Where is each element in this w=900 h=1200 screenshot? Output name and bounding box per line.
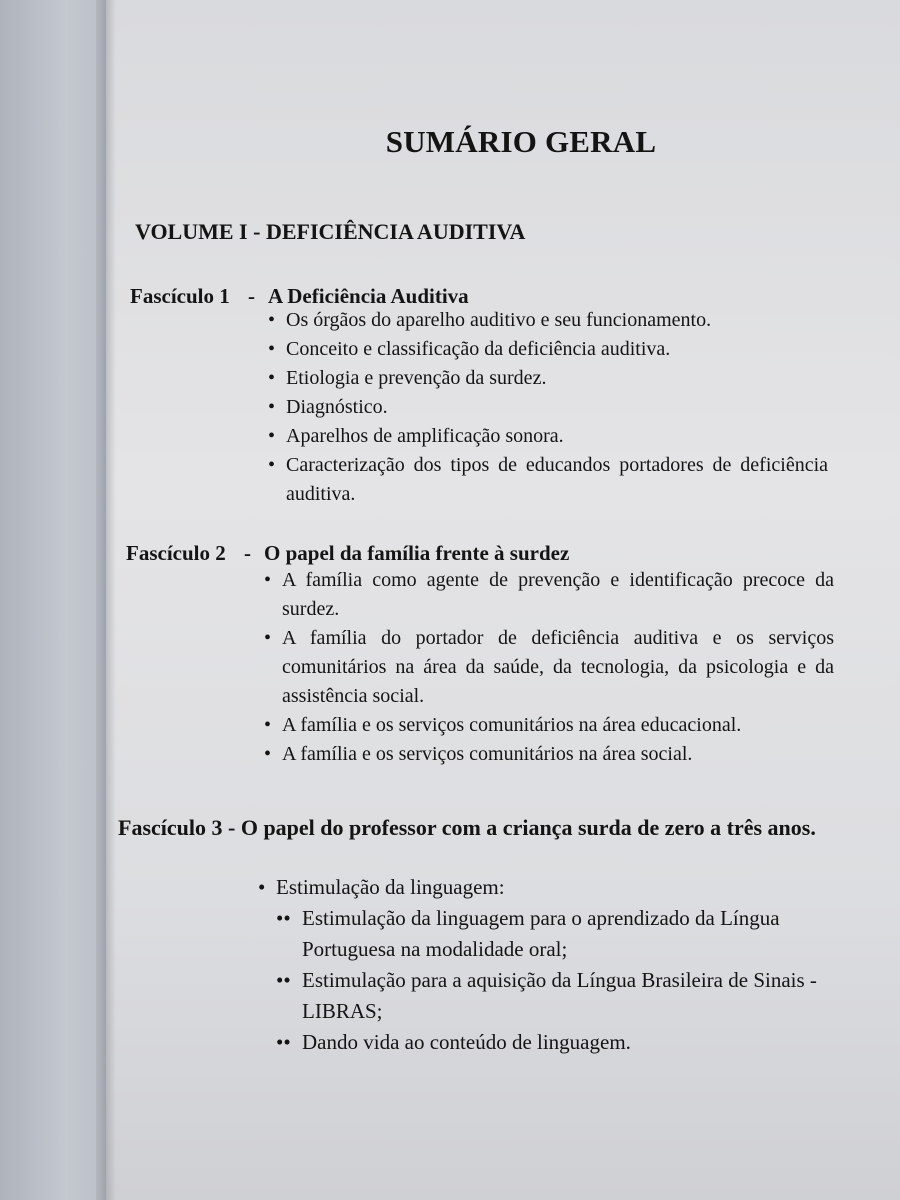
list-item-text: Aparelhos de amplificação sonora. xyxy=(286,425,564,447)
list-item-text: Etiologia e prevenção da surdez. xyxy=(286,367,547,389)
fasciculo-3-separator: - xyxy=(228,815,236,840)
volume-heading: VOLUME I - DEFICIÊNCIA AUDITIVA xyxy=(135,219,526,244)
list-item-text: Estimulação da linguagem: xyxy=(276,875,505,899)
bullet-icon: • xyxy=(264,627,272,649)
list-item-text: Caracterização dos tipos de educandos portadores de deficiência auditiva. xyxy=(286,454,828,505)
fasciculo-3-list xyxy=(258,872,838,1058)
double-bullet-icon: •• xyxy=(276,906,291,930)
fasciculo-3-heading xyxy=(118,813,848,842)
sublist-item-text: Estimulação da linguagem para o aprendizado da Língua Portuguesa na modalidade oral; xyxy=(302,906,780,961)
bullet-icon: • xyxy=(264,714,272,736)
list-item xyxy=(268,422,828,451)
bullet-icon: • xyxy=(268,309,276,331)
list-item xyxy=(264,566,834,624)
bullet-icon: • xyxy=(264,743,272,765)
bullet-icon: • xyxy=(268,425,276,447)
fasciculo-1-separator: - xyxy=(248,284,255,308)
fasciculo-2-list xyxy=(264,566,834,769)
list-item xyxy=(268,364,828,393)
sublist-item-text: Dando vida ao conteúdo de linguagem. xyxy=(302,1030,631,1054)
list-item-text: A família do portador de deficiência auditiva e os serviços comunitários na área da saúde, da tecnologia, da psicologia e da assistência social. xyxy=(282,627,834,707)
sublist-item xyxy=(276,1027,838,1058)
list-item xyxy=(268,451,828,509)
list-item xyxy=(264,624,834,711)
list-item xyxy=(258,872,838,1058)
list-item xyxy=(268,335,828,364)
bullet-icon: • xyxy=(268,454,276,476)
list-item-text: Os órgãos do aparelho auditivo e seu funcionamento. xyxy=(286,309,712,331)
bullet-icon: • xyxy=(268,396,276,418)
book-page xyxy=(106,0,900,1200)
sublist-item xyxy=(276,965,838,1027)
bullet-icon: • xyxy=(268,367,276,389)
fasciculo-1-title: A Deficiência Auditiva xyxy=(268,284,469,308)
fasciculo-3-label: Fascículo 3 xyxy=(118,815,223,840)
fasciculo-2-title: O papel da família frente à surdez xyxy=(264,541,570,565)
list-item xyxy=(264,740,834,769)
list-item-text: Diagnóstico. xyxy=(286,396,388,418)
fasciculo-2-heading xyxy=(126,541,569,566)
list-item xyxy=(268,393,828,422)
bullet-icon: • xyxy=(264,569,272,591)
list-item-text: A família e os serviços comunitários na área social. xyxy=(282,743,693,765)
list-item xyxy=(264,711,834,740)
fasciculo-3-sublist xyxy=(276,903,838,1058)
sublist-item xyxy=(276,903,838,965)
list-item-text: Conceito e classificação da deficiência auditiva. xyxy=(286,338,671,360)
page-shadow xyxy=(106,0,116,1200)
fasciculo-1-list xyxy=(268,306,828,509)
list-item xyxy=(268,306,828,335)
fasciculo-3-title: O papel do professor com a criança surda de zero a três anos. xyxy=(240,815,816,840)
list-item-text: A família e os serviços comunitários na área educacional. xyxy=(282,714,742,736)
list-item-text: A família como agente de prevenção e identificação precoce da surdez. xyxy=(282,569,834,620)
sublist-item-text: Estimulação para a aquisição da Língua Brasileira de Sinais - LIBRAS; xyxy=(302,968,817,1023)
double-bullet-icon: •• xyxy=(276,968,291,992)
fasciculo-2-label: Fascículo 2 xyxy=(126,541,226,565)
fasciculo-2-separator: - xyxy=(244,541,251,565)
fasciculo-1-label: Fascículo 1 xyxy=(130,284,230,308)
bullet-icon: • xyxy=(258,875,266,899)
double-bullet-icon: •• xyxy=(276,1030,291,1054)
bullet-icon: • xyxy=(268,338,276,360)
page-title: SUMÁRIO GERAL xyxy=(385,124,657,159)
